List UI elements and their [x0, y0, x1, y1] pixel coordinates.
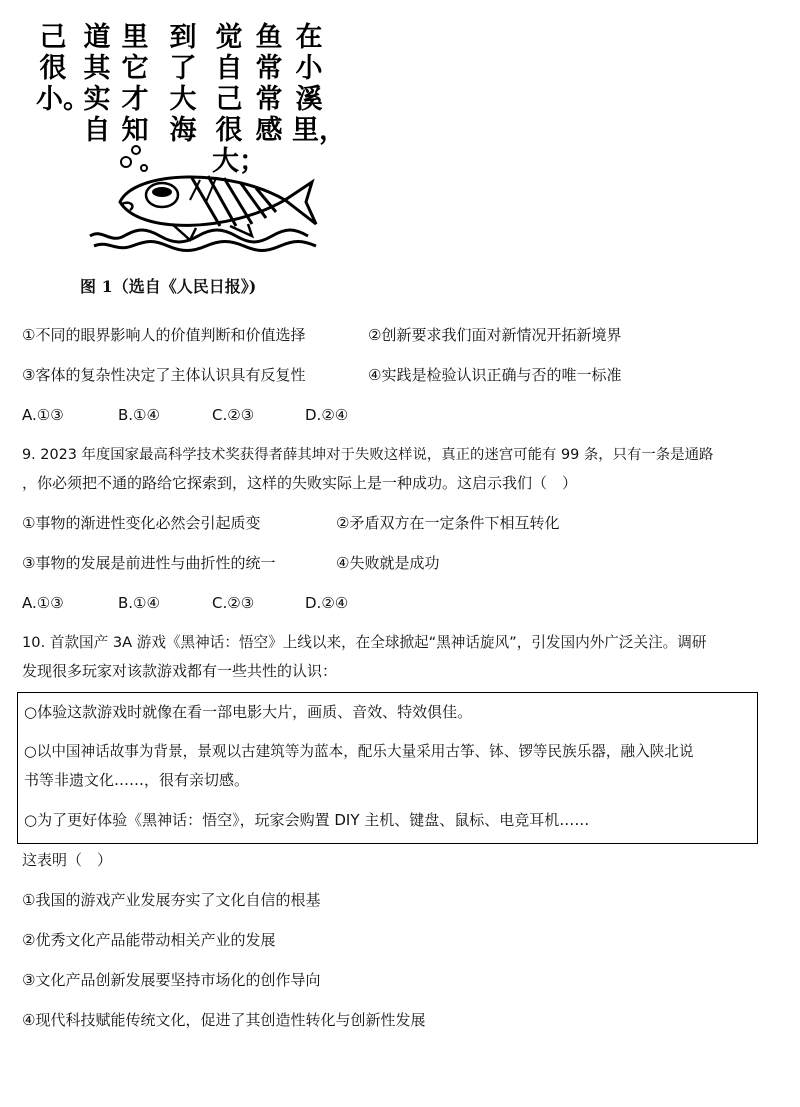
- survey-item-2-continued: 书等非遗文化……，很有亲切感。: [24, 771, 250, 789]
- cartoon-text-column-5: 里它才知: [121, 22, 149, 146]
- cartoon-text-column-7: 己很小。: [36, 22, 90, 115]
- statement-3: ③事物的发展是前进性与曲折性的统一: [22, 554, 276, 572]
- question-stem-continued: 发现很多玩家对该款游戏都有一些共性的认识：: [22, 662, 338, 680]
- statement-2: ②创新要求我们面对新情况开拓新境界: [368, 326, 622, 344]
- choice-b: B.①④: [118, 594, 160, 612]
- figure-caption: 图 1（选自《人民日报》): [80, 277, 257, 296]
- statement-3: ③客体的复杂性决定了主体认识具有反复性: [22, 366, 306, 384]
- question-stem: 9. 2023 年度国家最高科学技术奖获得者薛其坤对于失败这样说，真正的迷宫可能有 99 条，只有一条是通路: [22, 447, 714, 463]
- choice-a: A.①③: [22, 594, 64, 612]
- statement-1: ①不同的眼界影响人的价值判断和价值选择: [22, 326, 306, 344]
- statement-1: ①事物的渐进性变化必然会引起质变: [22, 514, 261, 532]
- survey-item-3: ○为了更好体验《黑神话：悟空》，玩家会购置 DIY 主机、键盘、鼠标、电竞耳机……: [24, 811, 590, 829]
- cartoon-text-column-6: 道其实自: [83, 22, 111, 146]
- choice-d: D.②④: [305, 406, 349, 424]
- cartoon-text-column-2: 鱼常常感: [255, 22, 283, 146]
- statement-2: ②矛盾双方在一定条件下相互转化: [336, 514, 560, 532]
- question-stem: 10. 首款国产 3A 游戏《黑神话：悟空》上线以来，在全球掀起“黑神话旋风”，引发国内外广泛关注。调研: [22, 634, 707, 651]
- choice-c: C.②③: [212, 406, 255, 424]
- question-stem-continued: ，你必须把不通的路给它探索到，这样的失败实际上是一种成功。这启示我们（ ）: [22, 474, 578, 492]
- choice-d: D.②④: [305, 594, 349, 612]
- fish-illustration: [80, 140, 330, 255]
- choice-b: B.①④: [118, 406, 160, 424]
- survey-item-1: ○体验这款游戏时就像在看一部电影大片，画质、音效、特效俱佳。: [24, 703, 473, 721]
- cartoon-text-column-3: 觉自己很大；: [212, 22, 266, 177]
- cartoon-text-column-1: 在小溪里，: [292, 22, 346, 146]
- choice-a: A.①③: [22, 406, 64, 424]
- cartoon-text-column-4: 到了大海: [169, 22, 197, 146]
- statement-2: ②优秀文化产品能带动相关产业的发展: [22, 931, 276, 949]
- choice-c: C.②③: [212, 594, 255, 612]
- conclusion-prompt: 这表明（ ）: [22, 851, 113, 869]
- statement-4: ④现代科技赋能传统文化，促进了其创造性转化与创新性发展: [22, 1011, 426, 1029]
- statement-4: ④失败就是成功: [336, 554, 440, 572]
- statement-1: ①我国的游戏产业发展夯实了文化自信的根基: [22, 891, 321, 909]
- statement-3: ③文化产品创新发展要坚持市场化的创作导向: [22, 971, 321, 989]
- survey-item-2: ○以中国神话故事为背景，景观以古建筑等为蓝本，配乐大量采用古筝、钵、锣等民族乐器，融入陕北说: [24, 743, 694, 760]
- statement-4: ④实践是检验认识正确与否的唯一标准: [368, 366, 622, 384]
